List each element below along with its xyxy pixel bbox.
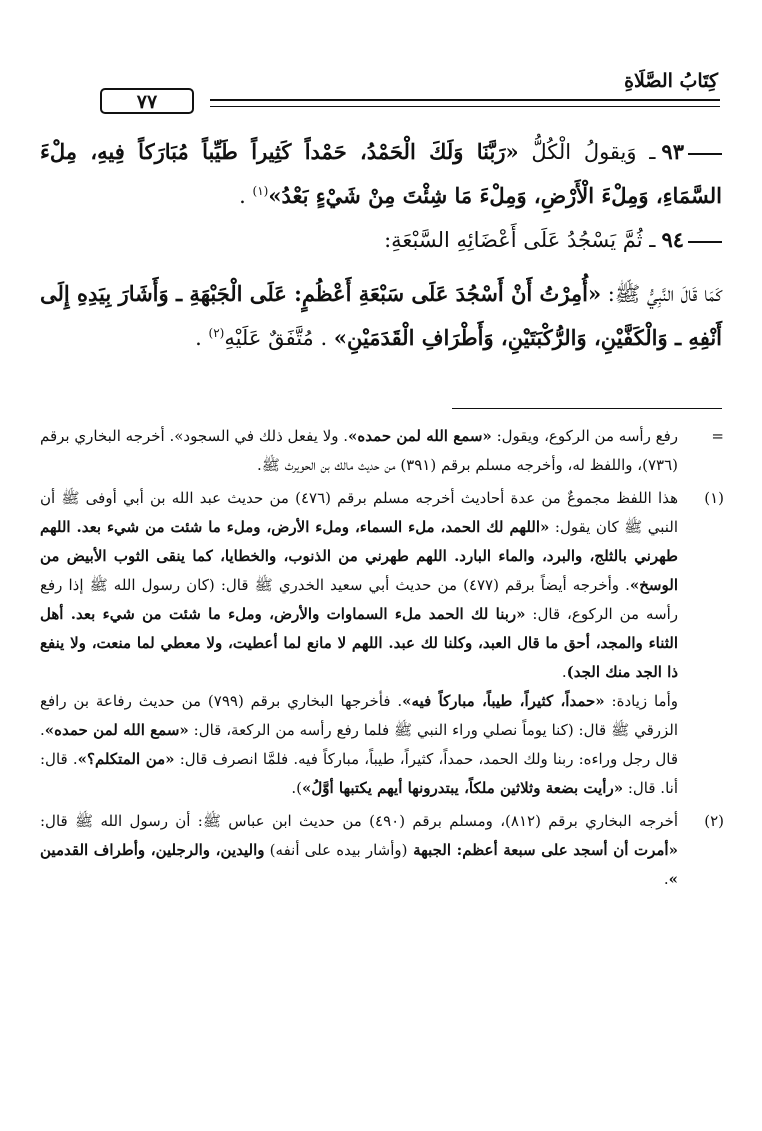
- footnote-label: (٢): [704, 812, 724, 830]
- item-number: ٩٤: [661, 227, 684, 252]
- main-text: [40, 130, 722, 360]
- footnote-ref[interactable]: (٢): [208, 326, 225, 340]
- item-number: ٩٣: [661, 139, 684, 164]
- item-dash: [688, 153, 722, 155]
- hadith-lead: كَمَا قَالَ النَّبِيُّ ﷺ:: [601, 282, 722, 306]
- footnote-2: [40, 807, 724, 894]
- hadith-end: .: [195, 326, 209, 350]
- footnote-text-continuation: وأما زيادة: «حمداً، كثيراً، طيباً، مباركاً فيه». فأخرجها البخاري برقم (٧٩٩) من حديث رفاعة بن رافع الزرقي ﷺ قال: (كنا يوماً نصلي وراء النبي ﷺ فلما رفع رأسه من الركعة، قال: «سمع الله لمن حمده». قال رجل وراءه: ربنا ولك الحمد، حمداً، كثيراً، طيباً، مباركاً فيه. فلمَّا انصرف قال: «من المتكلم؟». قال: أنا. قال: «رأيت بضعة وثلاثين ملكاً، يبتدرونها أيهم يكتبها أوَّلُ»).: [40, 692, 678, 797]
- item-dash: [688, 241, 722, 243]
- page-number: ٧٧: [100, 88, 194, 114]
- book-title: كِتَابُ الصَّلَاةِ: [624, 70, 718, 92]
- footnote-separator: [452, 408, 722, 409]
- item-94: [40, 218, 722, 262]
- hadith-quote: «أُمِرْتُ أَنْ أَسْجُدَ عَلَى سَبْعَةِ أَعْظُمٍ: عَلَى الْجَبْهَةِ ـ وَأَشَارَ بِيَدِهِ إِلَى أَنْفِهِ ـ وَالْكَفَّيْنِ، وَالرُّكْبَتَيْنِ، وَأَطْرَافِ الْقَدَمَيْنِ»: [39, 281, 722, 350]
- footnote-label: =: [711, 427, 724, 445]
- item-93: [40, 130, 722, 218]
- item-text: ـ ثُمَّ يَسْجُدُ عَلَى أَعْضَائِهِ السَّبْعَةِ:: [384, 228, 656, 252]
- footnote-text: هذا اللفظ مجموعٌ من عدة أحاديث أخرجه مسلم برقم (٤٧٦) من حديث عبد الله بن أبي أوفى ﷺ أن النبي ﷺ كان يقول: «اللهم لك الحمد، ملء السماء، وملء الأرض، وملء ما شئت من شيء بعد. اللهم طهرني بالثلج، والبرد، والماء البارد. اللهم طهرني من الذنوب، والخطايا، كما ينقى الثوب الأبيض من الوسخ». وأخرجه أيضاً برقم (٤٧٧) من حديث أبي سعيد الخدري ﷺ قال: (كان رسول الله ﷺ إذا رفع رأسه من الركوع، قال: «ربنا لك الحمد ملء السماوات والأرض، وملء ما شئت من شيء بعد. أهل الثناء والمجد، أحق ما قال العبد، وكلنا لك عبد. اللهم لا مانع لما أعطيت، ولا معطي لما منعت، ولا ينفع ذا الجد منك الجد).: [40, 489, 679, 681]
- hadith-tail: . مُتَّفَقٌ عَلَيْهِ: [224, 326, 334, 350]
- item-marker: [661, 130, 722, 174]
- footnote-label: (١): [704, 489, 724, 507]
- footnotes: [40, 422, 724, 898]
- page-number-frame: [86, 86, 210, 118]
- item-marker: [661, 218, 722, 262]
- item-text: ـ وَيقولُ الْكُلُّ: [518, 140, 656, 164]
- item-end: .: [239, 184, 253, 208]
- footnote-1: [40, 484, 724, 803]
- footnote-continued: [40, 422, 724, 480]
- footnote-ref[interactable]: (١): [252, 184, 269, 198]
- footnote-text: رفع رأسه من الركوع، ويقول: «سمع الله لمن حمده». ولا يفعل ذلك في السجود». أخرجه البخاري برقم (٧٣٦)، واللفظ له، وأخرجه مسلم برقم (٣٩١) من حديث مالك بن الحويرث ﷺ.: [40, 427, 678, 474]
- footnote-text: أخرجه البخاري برقم (٨١٢)، ومسلم برقم (٤٩٠) من حديث ابن عباس ﷺ: أن رسول الله ﷺ قال: «أمرت أن أسجد على سبعة أعظم: الجبهة (وأشار بيده على أنفه) واليدين، والرجلين، وأطراف القدمين ».: [40, 812, 679, 888]
- item-quote: «رَبَّنَا وَلَكَ الْحَمْدُ، حَمْداً كَثِيراً طَيِّباً مُبَارَكاً فِيهِ، مِلْءَ السَّمَاءِ، وَمِلْءَ الْأَرْضِ، وَمِلْءَ مَا شِئْتَ مِنْ شَيْءٍ بَعْدُ»: [40, 139, 722, 208]
- hadith-paragraph: [40, 272, 722, 360]
